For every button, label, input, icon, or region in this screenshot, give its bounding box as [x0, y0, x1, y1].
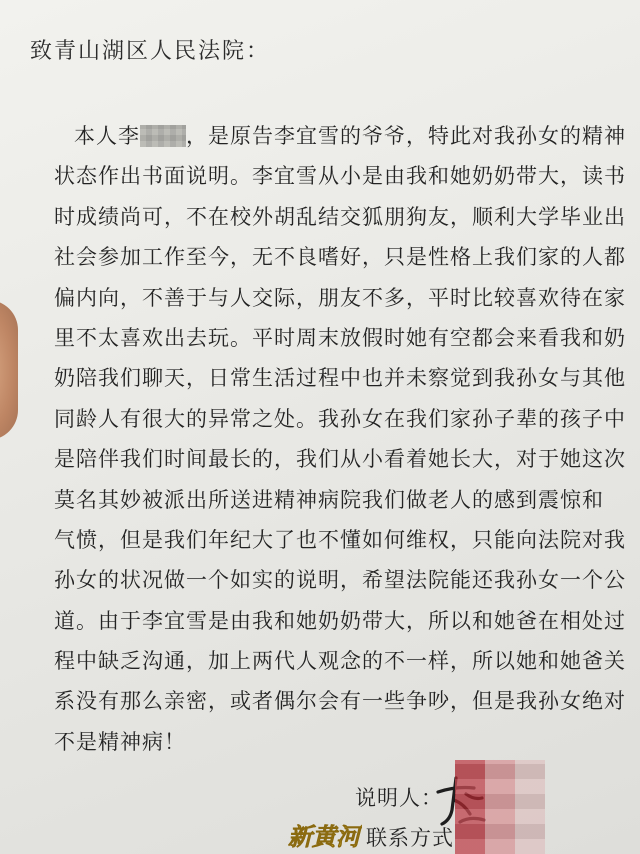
redacted-name: [140, 125, 186, 147]
body-line-suffix: ，是原告李宜雪的爷爷，特此对我孙女的精神: [186, 124, 626, 148]
body-line-prefix: 本人李: [74, 124, 140, 148]
redacted-signature: [455, 760, 545, 854]
body-line: [54, 116, 626, 156]
finger-edge: [0, 300, 18, 440]
body-line: 奶陪我们聊天，日常生活过程中也并未察觉到我孙女与其他: [54, 366, 626, 391]
body-line: 时成绩尚可，不在校外胡乱结交狐朋狗友，顺利大学毕业出: [54, 204, 626, 229]
body-line: 孙女的状况做一个如实的说明，希望法院能还我孙女一个公: [54, 568, 626, 593]
letter-body: [54, 116, 626, 762]
body-line: 程中缺乏沟通，加上两代人观念的不一样，所以她和她爸关: [54, 649, 626, 674]
body-line: 是陪伴我们时间最长的，我们从小看着她长大，对于她这次: [54, 447, 626, 472]
body-line: 偏内向，不善于与人交际，朋友不多，平时比较喜欢待在家: [54, 285, 626, 310]
contact-label: 联系方式: [366, 826, 454, 850]
body-line: 状态作出书面说明。李宜雪从小是由我和她奶奶带大，读书: [54, 164, 626, 189]
watermark-logo: [286, 818, 362, 852]
body-line: 同龄人有很大的异常之处。我孙女在我们家孙子辈的孩子中: [54, 406, 626, 431]
body-line: 气愤，但是我们年纪大了也不懂如何维权，只能向法院对我: [54, 527, 626, 552]
body-line: 系没有那么亲密，或者偶尔会有一些争吵，但是我孙女绝对: [54, 689, 626, 714]
body-line: 不是精神病！: [54, 729, 186, 754]
salutation: 致青山湖区人民法院：: [30, 39, 271, 64]
body-line: 莫名其妙被派出所送进精神病院我们做老人的感到震惊和: [54, 487, 604, 512]
watermark-text: 新黄河: [288, 822, 360, 851]
body-line: 社会参加工作至今，无不良嗜好，只是性格上我们家的人都: [54, 245, 626, 270]
signature-label: 说明人：: [355, 786, 443, 810]
body-line: 里不太喜欢出去玩。平时周末放假时她有空都会来看我和奶: [54, 325, 626, 350]
body-line: 道。由于李宜雪是由我和她奶奶带大，所以和她爸在相处过: [54, 608, 626, 633]
